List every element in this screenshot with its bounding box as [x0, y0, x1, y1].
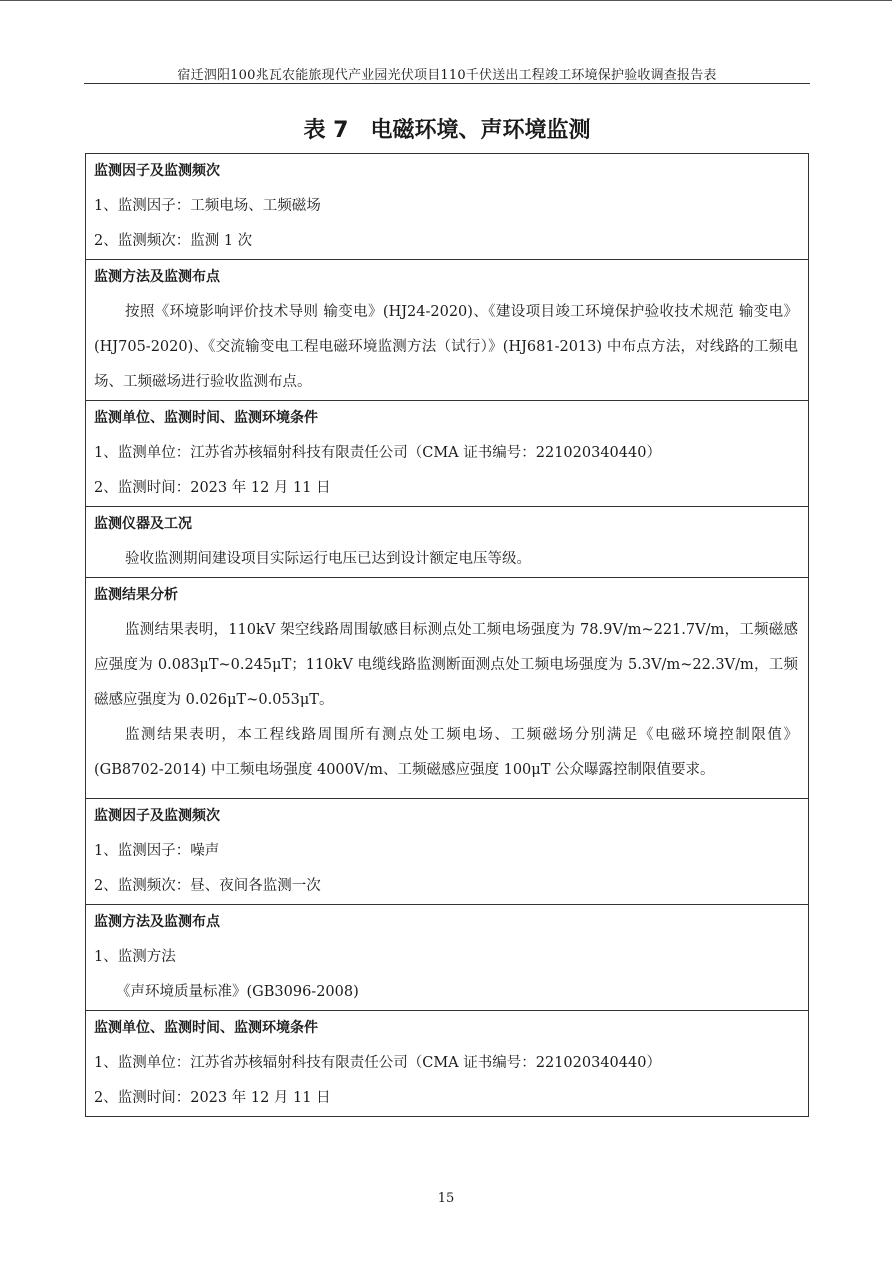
section-heading: 监测因子及监测频次 — [94, 163, 220, 179]
section-em-factors — [86, 154, 808, 259]
monitoring-table — [85, 153, 809, 1117]
text-line: 1、监测单位：江苏省苏核辐射科技有限责任公司（CMA 证书编号：221020340440） — [94, 445, 661, 461]
text-line: 2、监测频次：昼、夜间各监测一次 — [94, 878, 321, 894]
text-line: 1、监测因子：噪声 — [94, 843, 220, 859]
section-em-results — [86, 577, 808, 798]
standard-reference: 《声环境质量标准》(GB3096-2008) — [116, 984, 359, 1000]
section-heading: 监测方法及监测布点 — [94, 914, 220, 930]
section-heading: 监测结果分析 — [94, 587, 178, 603]
section-heading: 监测方法及监测布点 — [94, 269, 220, 285]
page-top-border — [0, 0, 892, 1]
text-line: 2、监测频次：监测 1 次 — [94, 233, 253, 249]
section-noise-factors — [86, 798, 808, 904]
paragraph: 监测结果表明，110kV 架空线路周围敏感目标测点处工频电场强度为 78.9V/m~221.7V/m，工频磁感应强度为 0.083μT~0.245μT；110kV 电缆线路监测断面测点处工频电场强度为 5.3V/m~22.3V/m，工频磁感应强度为 0.026μT~0.053μT。 — [94, 622, 798, 708]
section-em-instrument — [86, 506, 808, 577]
section-noise-method — [86, 904, 808, 1010]
section-heading: 监测因子及监测频次 — [94, 808, 220, 824]
page-number: 15 — [437, 1191, 455, 1206]
paragraph: 验收监测期间建设项目实际运行电压已达到设计额定电压等级。 — [125, 551, 531, 567]
text-line: 1、监测方法 — [94, 949, 176, 965]
text-line: 1、监测因子：工频电场、工频磁场 — [94, 198, 321, 214]
report-header: 宿迁泗阳100兆瓦农能旅现代产业园光伏项目110千伏送出工程竣工环境保护验收调查报告表 — [177, 68, 717, 83]
text-line: 1、监测单位：江苏省苏核辐射科技有限责任公司（CMA 证书编号：221020340440） — [94, 1055, 661, 1071]
section-em-method — [86, 259, 808, 400]
paragraph: 按照《环境影响评价技术导则 输变电》(HJ24-2020)、《建设项目竣工环境保护验收技术规范 输变电》(HJ705-2020)、《交流输变电工程电磁环境监测方法（试行）》(HJ681-2013) 中布点方法，对线路的工频电场、工频磁场进行验收监测布点。 — [94, 304, 798, 390]
section-heading: 监测单位、监测时间、监测环境条件 — [94, 1020, 318, 1036]
section-heading: 监测单位、监测时间、监测环境条件 — [94, 410, 318, 426]
table-title: 表 7 电磁环境、声环境监测 — [303, 118, 591, 143]
paragraph: 监测结果表明，本工程线路周围所有测点处工频电场、工频磁场分别满足《电磁环境控制限值》(GB8702-2014) 中工频电场强度 4000V/m、工频磁感应强度 100μT 公众曝露控制限值要求。 — [94, 727, 798, 778]
text-line: 2、监测时间：2023 年 12 月 11 日 — [94, 480, 331, 496]
text-line: 2、监测时间：2023 年 12 月 11 日 — [94, 1090, 331, 1106]
header-rule — [84, 83, 810, 84]
section-heading: 监测仪器及工况 — [94, 516, 192, 532]
section-noise-unit-time — [86, 1010, 808, 1116]
section-em-unit-time — [86, 400, 808, 506]
